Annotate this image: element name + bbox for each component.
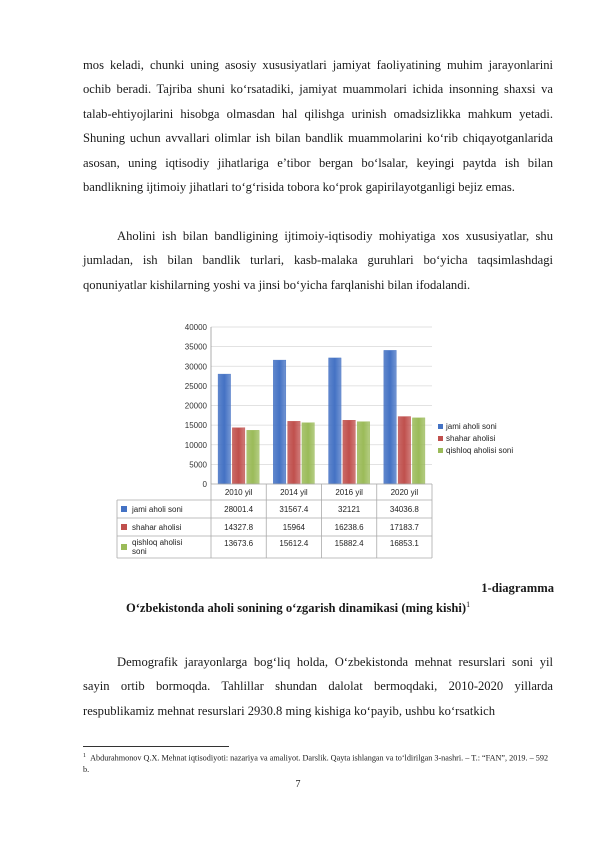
bar-0-3 — [384, 350, 397, 484]
data-label: 16238.6 — [334, 523, 364, 532]
table-series-name: shahar aholisi — [132, 523, 182, 532]
y-tick-label: 35000 — [184, 342, 207, 352]
y-tick-label: 15000 — [184, 421, 207, 431]
data-label: 34036.8 — [389, 505, 419, 514]
page-number: 7 — [295, 779, 301, 790]
footnote-text: Abdurahmonov Q.X. Mehnat iqtisodiyoti: nazariya va amaliyot. Darslik. Qayta ishlangan va to‘ldirilgan 3-nashri. – T.: “FAN”, 2019. – 592 b. — [83, 753, 549, 774]
y-tick-label: 25000 — [184, 381, 207, 391]
x-tick-label: 2010 yil — [224, 488, 253, 497]
table-legend-key-2 — [121, 544, 127, 550]
legend-key-1 — [438, 436, 443, 441]
data-label: 13673.6 — [224, 539, 254, 548]
population-chart — [114, 322, 546, 568]
bar-1-0 — [232, 428, 245, 484]
legend-label: qishloq aholisi soni — [446, 446, 514, 455]
bar-2-2 — [357, 422, 370, 484]
y-tick-label: 40000 — [184, 323, 207, 332]
y-tick-label: 5000 — [189, 460, 207, 470]
chart-svg — [114, 322, 546, 568]
footnote-ref: 1 — [466, 600, 471, 609]
data-label: 16853.1 — [389, 539, 419, 548]
legend-label: jami aholi soni — [446, 422, 497, 431]
bar-2-1 — [302, 423, 315, 484]
bar-2-3 — [412, 418, 425, 484]
data-label: 28001.4 — [224, 505, 254, 514]
bar-0-0 — [218, 374, 231, 484]
table-legend-key-0 — [121, 506, 127, 512]
paragraph-1: mos keladi, chunki uning asosiy xususiyatlari jamiyat faoliyatining muhim jarayonlarini ochib beradi. Tajriba shuni ko‘rsatadiki, jamiyat muammolari ichida insonning shaxsi va talab-ehtiyojlarini hisobga olmasdan hal qilishga urinish omadsizlikka mahkum yetadi. Shuning uchun avvallari olimlar ish bilan bandlik muammolarini ko‘rib chiqayotganlarida asosan, uning iqtisodiy jihatlariga e’tibor bergan bo‘lsalar, keyingi paytda ish bilan bandlikning ijtimoiy jihatlari to‘g‘risida tobora ko‘prok gapirilayotganligi bejiz emas. — [83, 58, 553, 195]
x-tick-label: 2014 yil — [280, 488, 308, 497]
table-legend-key-1 — [121, 524, 127, 530]
y-tick-label: 0 — [202, 480, 207, 489]
data-label: 17183.7 — [389, 523, 419, 532]
data-label: 15964 — [282, 523, 305, 532]
data-label: 31567.4 — [279, 505, 309, 514]
diagram-number: 1-diagramma — [481, 581, 554, 595]
footnote-number: 1 — [83, 753, 86, 759]
table-series-name: soni — [132, 547, 147, 556]
legend-key-2 — [438, 448, 443, 453]
diagram-title-text: O‘zbekistonda aholi sonining o‘zgarish dinamikasi (ming kishi) — [125, 601, 467, 616]
footnote-divider — [83, 746, 229, 747]
bar-1-3 — [398, 417, 411, 484]
y-tick-label: 30000 — [184, 362, 207, 372]
x-tick-label: 2016 yil — [335, 488, 363, 497]
bar-0-2 — [329, 358, 342, 484]
bar-0-1 — [273, 360, 286, 484]
diagram-title — [0, 600, 596, 616]
legend-label: shahar aholisi — [446, 434, 496, 443]
data-label: 32121 — [338, 505, 361, 514]
data-label: 15882.4 — [334, 539, 364, 548]
data-label: 14327.8 — [224, 523, 254, 532]
y-tick-label: 20000 — [184, 401, 207, 411]
footnote — [83, 751, 553, 775]
table-series-name: jami aholi soni — [132, 505, 183, 514]
legend-key-0 — [438, 424, 443, 429]
data-label: 15612.4 — [279, 539, 309, 548]
bar-1-1 — [288, 421, 301, 484]
table-series-name: qishloq aholisi — [132, 538, 183, 547]
x-tick-label: 2020 yil — [390, 488, 419, 497]
y-tick-label: 10000 — [184, 440, 207, 450]
bar-1-2 — [343, 420, 356, 484]
paragraph-2: Aholini ish bilan bandligining ijtimoiy-iqtisodiy mohiyatiga xos xususiyatlar, shu jumladan, ish bilan bandlik turlari, kasb-malaka guruhlari bo‘yicha taqsimlashdagi qonuniyatlar kishilarning yoshi va jinsi bo‘yicha farqlanishi bilan ifodalandi. — [83, 229, 553, 292]
bar-2-0 — [247, 430, 259, 484]
paragraph-3: Demografik jarayonlarga bog‘liq holda, O‘zbekistonda mehnat resurslari soni yil sayin ortib bormoqda. Tahlillar shundan dalolat bermoqdaki, 2010-2020 yillarda respublikamiz mehnat resurslari 2930.8 ming kishiga ko‘payib, ushbu ko‘rsatkich — [83, 655, 553, 718]
